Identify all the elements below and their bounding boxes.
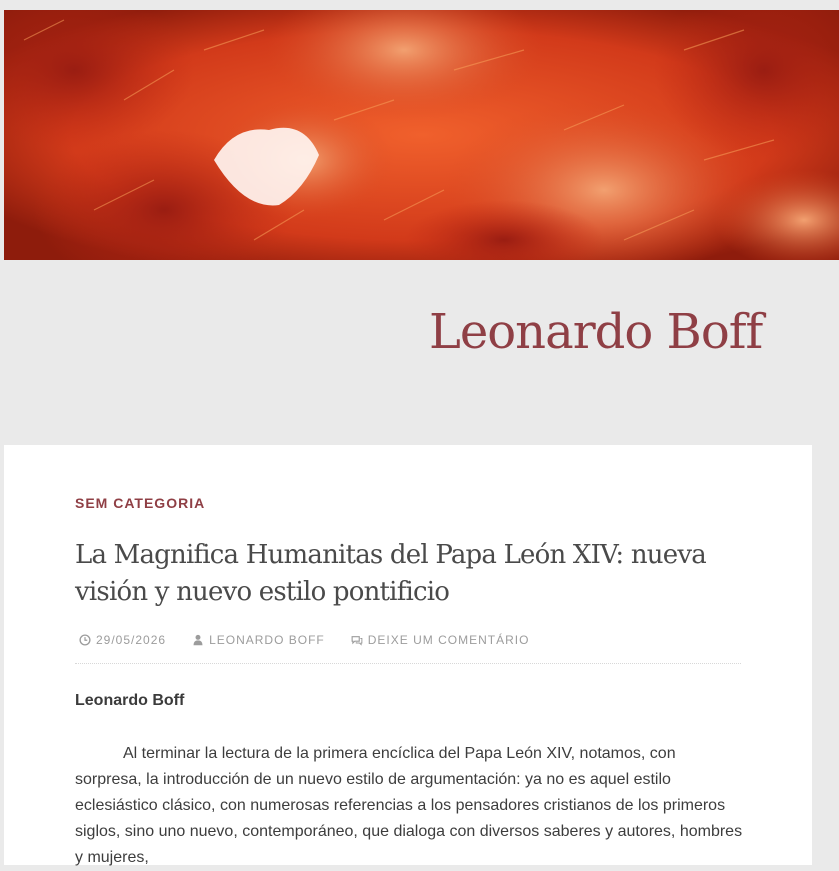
- post-title[interactable]: La Magnifica Humanitas del Papa León XIV: nueva visión y nuevo estilo pontificio: [75, 540, 706, 607]
- clock-icon: [79, 634, 91, 646]
- post-author-link[interactable]: [192, 633, 325, 647]
- post-comments: DEIXE UM COMENTÁRIO: [367, 633, 530, 647]
- post-author-byline: Leonardo Boff: [75, 692, 185, 709]
- post-author: LEONARDO BOFF: [209, 633, 325, 647]
- post-date-link[interactable]: [79, 633, 166, 647]
- post-date: 29/05/2026: [96, 633, 167, 647]
- header-image: [4, 10, 839, 260]
- post-body-paragraph: Al terminar la lectura de la primera encíclica del Papa León XIV, notamos, con sorpresa, la introducción de un nuevo estilo de argumentación: ya no es aquel estilo eclesiástico clásico, con numerosas referencias a los pensadores cristianos de los primeros siglos, sino uno nuevo, contemporáneo, que dialoga con diversos saberes y autores, hombres y mujeres,: [75, 745, 743, 866]
- post-card: [4, 445, 812, 865]
- header-image-art: [4, 10, 839, 260]
- post-meta: [75, 633, 741, 664]
- user-icon: [192, 634, 204, 646]
- post-category-link[interactable]: SEM CATEGORIA: [75, 495, 206, 511]
- comments-icon: [351, 634, 363, 646]
- site-title[interactable]: Leonardo Boff: [429, 304, 763, 360]
- post-comments-link[interactable]: [351, 633, 530, 647]
